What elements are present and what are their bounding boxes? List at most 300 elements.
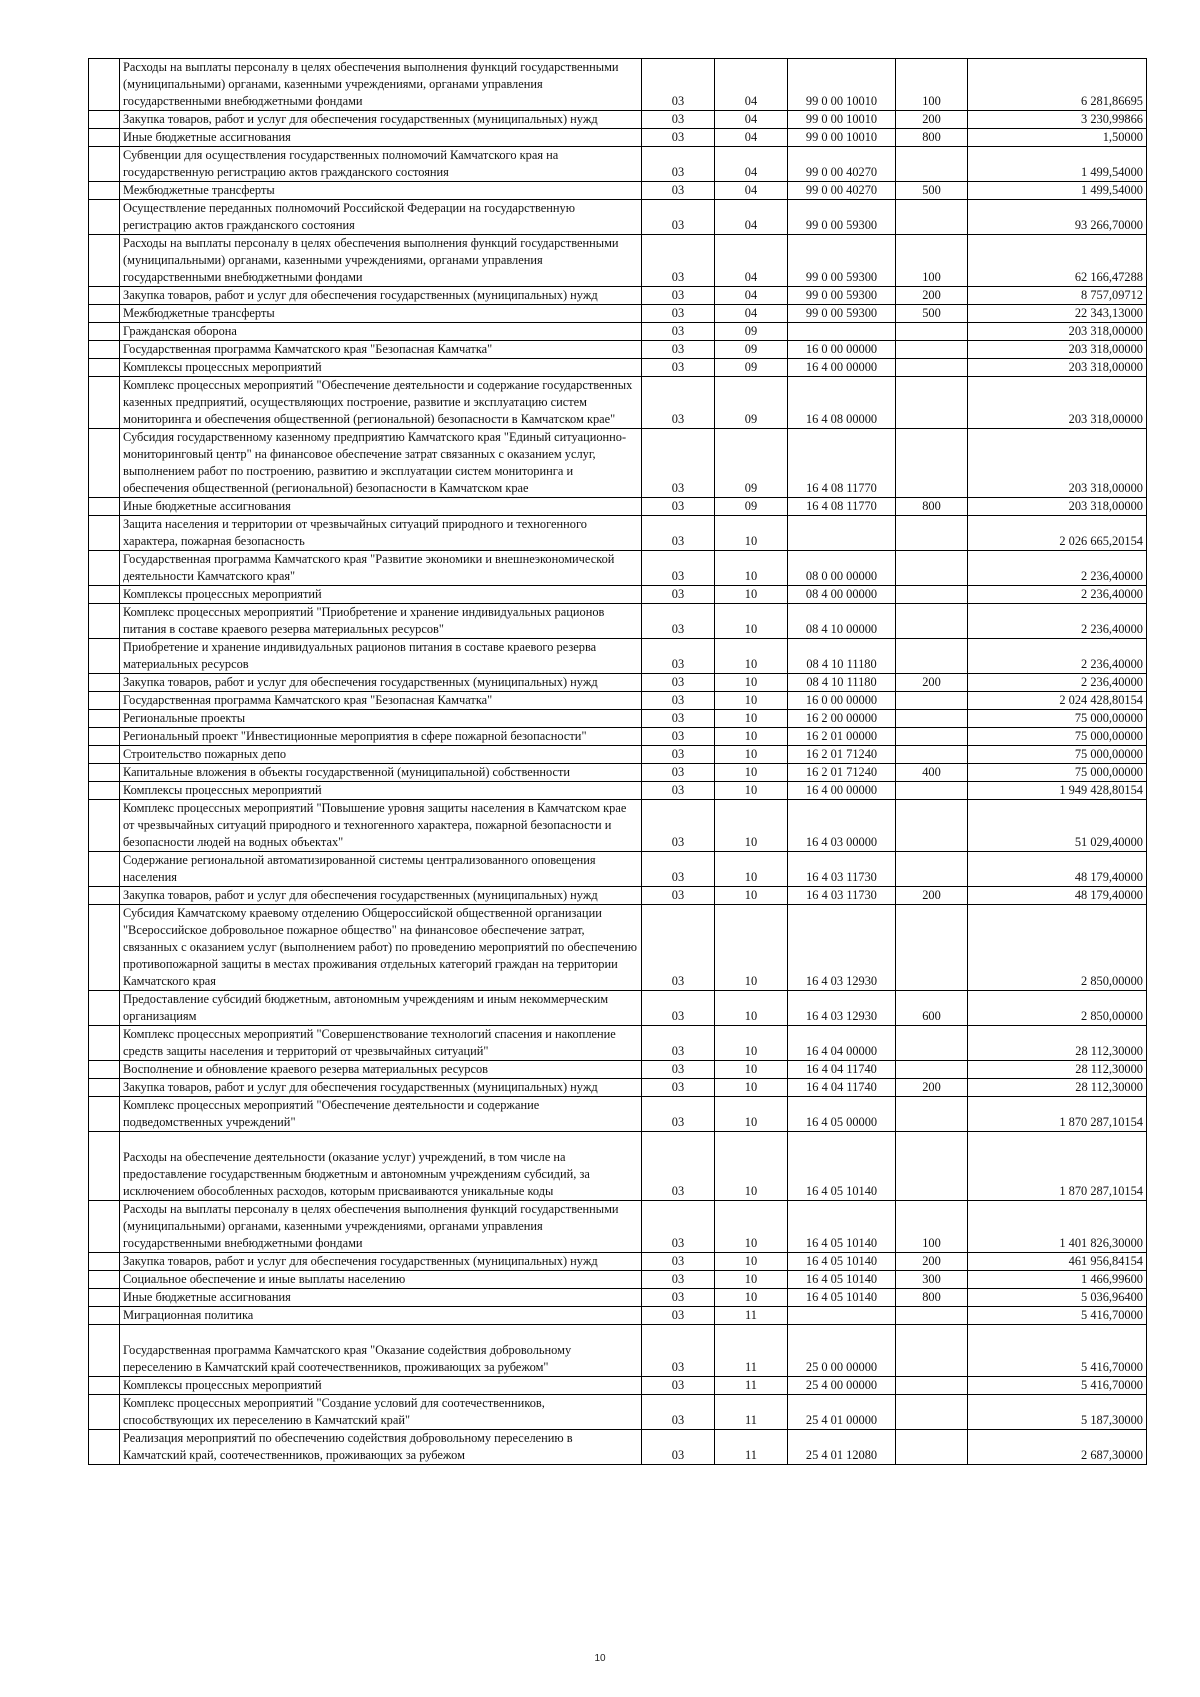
section-code-cell: 03 — [642, 1253, 715, 1271]
item-name-cell: Расходы на выплаты персоналу в целях обеспечения выполнения функций государственными (муниципальными) органами, казенными учреждениями, органами управления государственными внебюджетными фондами — [120, 59, 642, 111]
table-row — [89, 1097, 1147, 1132]
expense-type-cell — [896, 147, 968, 182]
amount-cell: 75 000,00000 — [968, 728, 1147, 746]
expense-type-cell — [896, 800, 968, 852]
amount-cell: 5 187,30000 — [968, 1395, 1147, 1430]
expense-type-cell: 200 — [896, 111, 968, 129]
table-row — [89, 323, 1147, 341]
target-article-cell: 16 4 03 12930 — [788, 991, 896, 1026]
amount-cell: 75 000,00000 — [968, 710, 1147, 728]
subsection-code-cell: 10 — [715, 710, 788, 728]
expense-type-cell — [896, 1026, 968, 1061]
amount-cell: 28 112,30000 — [968, 1079, 1147, 1097]
item-name-cell: Субсидия государственному казенному предприятию Камчатского края "Единый ситуационно-мониторинговый центр" на финансовое обеспечение затрат связанных с оказанием услуг, выполнением работ по построению, развитию и эксплуатации систем мониторинга и обеспечения общественной (региональной) безопасности в Камчатском крае — [120, 429, 642, 498]
amount-cell: 93 266,70000 — [968, 200, 1147, 235]
item-name-cell: Комплекс процессных мероприятий "Повышение уровня защиты населения в Камчатском крае от чрезвычайных ситуаций природного и техногенного характера, пожарной безопасности и безопасности людей на водных объектах" — [120, 800, 642, 852]
amount-cell: 1 466,99600 — [968, 1271, 1147, 1289]
section-code-cell: 03 — [642, 1132, 715, 1201]
index-cell — [89, 429, 120, 498]
index-cell — [89, 782, 120, 800]
section-code-cell: 03 — [642, 1395, 715, 1430]
target-article-cell: 08 4 10 00000 — [788, 604, 896, 639]
section-code-cell: 03 — [642, 498, 715, 516]
amount-cell: 22 343,13000 — [968, 305, 1147, 323]
section-code-cell: 03 — [642, 1026, 715, 1061]
amount-cell: 6 281,86695 — [968, 59, 1147, 111]
target-article-cell: 99 0 00 10010 — [788, 129, 896, 147]
table-row — [89, 639, 1147, 674]
table-row — [89, 1271, 1147, 1289]
subsection-code-cell: 10 — [715, 551, 788, 586]
subsection-code-cell: 09 — [715, 323, 788, 341]
target-article-cell: 99 0 00 59300 — [788, 287, 896, 305]
item-name-cell: Реализация мероприятий по обеспечению содействия добровольному переселению в Камчатский край, соотечественников, проживающих за рубежом — [120, 1430, 642, 1465]
amount-cell: 2 024 428,80154 — [968, 692, 1147, 710]
index-cell — [89, 764, 120, 782]
subsection-code-cell: 10 — [715, 764, 788, 782]
section-code-cell: 03 — [642, 710, 715, 728]
expense-type-cell — [896, 710, 968, 728]
table-row — [89, 887, 1147, 905]
section-code-cell: 03 — [642, 991, 715, 1026]
target-article-cell: 16 2 01 71240 — [788, 746, 896, 764]
table-row — [89, 1253, 1147, 1271]
target-article-cell: 99 0 00 40270 — [788, 182, 896, 200]
subsection-code-cell: 10 — [715, 604, 788, 639]
expense-type-cell — [896, 429, 968, 498]
amount-cell: 5 416,70000 — [968, 1325, 1147, 1377]
amount-cell: 2 687,30000 — [968, 1430, 1147, 1465]
section-code-cell: 03 — [642, 887, 715, 905]
index-cell — [89, 305, 120, 323]
section-code-cell: 03 — [642, 1201, 715, 1253]
amount-cell: 1 870 287,10154 — [968, 1097, 1147, 1132]
subsection-code-cell: 04 — [715, 235, 788, 287]
subsection-code-cell: 10 — [715, 1079, 788, 1097]
expense-type-cell — [896, 1307, 968, 1325]
table-row — [89, 1395, 1147, 1430]
table-row — [89, 235, 1147, 287]
table-row — [89, 147, 1147, 182]
index-cell — [89, 551, 120, 586]
table-row — [89, 1061, 1147, 1079]
amount-cell: 1 949 428,80154 — [968, 782, 1147, 800]
table-row — [89, 728, 1147, 746]
table-row — [89, 782, 1147, 800]
section-code-cell: 03 — [642, 359, 715, 377]
item-name-cell: Комплекс процессных мероприятий "Обеспечение деятельности и содержание подведомственных учреждений" — [120, 1097, 642, 1132]
expense-type-cell — [896, 746, 968, 764]
expense-type-cell: 200 — [896, 1079, 968, 1097]
subsection-code-cell: 10 — [715, 991, 788, 1026]
table-row — [89, 1377, 1147, 1395]
target-article-cell: 25 4 00 00000 — [788, 1377, 896, 1395]
target-article-cell: 16 4 03 00000 — [788, 800, 896, 852]
item-name-cell: Государственная программа Камчатского края "Безопасная Камчатка" — [120, 341, 642, 359]
index-cell — [89, 604, 120, 639]
index-cell — [89, 129, 120, 147]
expense-type-cell — [896, 551, 968, 586]
target-article-cell: 16 4 08 11770 — [788, 429, 896, 498]
subsection-code-cell: 04 — [715, 147, 788, 182]
expense-type-cell — [896, 1061, 968, 1079]
expense-type-cell: 800 — [896, 498, 968, 516]
table-row — [89, 674, 1147, 692]
table-row — [89, 429, 1147, 498]
index-cell — [89, 1271, 120, 1289]
expense-type-cell — [896, 200, 968, 235]
expense-type-cell — [896, 586, 968, 604]
amount-cell: 203 318,00000 — [968, 341, 1147, 359]
amount-cell: 2 236,40000 — [968, 674, 1147, 692]
index-cell — [89, 905, 120, 991]
table-row — [89, 586, 1147, 604]
section-code-cell: 03 — [642, 147, 715, 182]
section-code-cell: 03 — [642, 800, 715, 852]
table-row — [89, 377, 1147, 429]
table-row — [89, 800, 1147, 852]
target-article-cell: 25 4 01 00000 — [788, 1395, 896, 1430]
expense-type-cell — [896, 852, 968, 887]
subsection-code-cell: 10 — [715, 1289, 788, 1307]
amount-cell: 203 318,00000 — [968, 377, 1147, 429]
section-code-cell: 03 — [642, 323, 715, 341]
amount-cell: 2 236,40000 — [968, 586, 1147, 604]
section-code-cell: 03 — [642, 728, 715, 746]
index-cell — [89, 710, 120, 728]
index-cell — [89, 498, 120, 516]
amount-cell: 2 850,00000 — [968, 991, 1147, 1026]
index-cell — [89, 639, 120, 674]
expense-type-cell — [896, 905, 968, 991]
subsection-code-cell: 10 — [715, 1026, 788, 1061]
expense-type-cell — [896, 1395, 968, 1430]
amount-cell: 2 236,40000 — [968, 551, 1147, 586]
item-name-cell: Комплексы процессных мероприятий — [120, 359, 642, 377]
table-row — [89, 341, 1147, 359]
amount-cell: 28 112,30000 — [968, 1061, 1147, 1079]
index-cell — [89, 1061, 120, 1079]
table-row — [89, 1325, 1147, 1377]
target-article-cell: 08 4 00 00000 — [788, 586, 896, 604]
table-row — [89, 1132, 1147, 1201]
subsection-code-cell: 11 — [715, 1430, 788, 1465]
item-name-cell: Субвенции для осуществления государственных полномочий Камчатского края на государственную регистрацию актов гражданского состояния — [120, 147, 642, 182]
amount-cell: 8 757,09712 — [968, 287, 1147, 305]
index-cell — [89, 800, 120, 852]
item-name-cell: Комплекс процессных мероприятий "Обеспечение деятельности и содержание государственных казенных предприятий, осуществляющих построение, развитие и эксплуатацию систем мониторинга и обеспечения общественной (региональной) безопасности в Камчатском крае" — [120, 377, 642, 429]
item-name-cell: Капитальные вложения в объекты государственной (муниципальной) собственности — [120, 764, 642, 782]
index-cell — [89, 59, 120, 111]
subsection-code-cell: 10 — [715, 674, 788, 692]
budget-table — [88, 58, 1147, 1465]
target-article-cell: 25 4 01 12080 — [788, 1430, 896, 1465]
subsection-code-cell: 11 — [715, 1325, 788, 1377]
table-row — [89, 287, 1147, 305]
subsection-code-cell: 10 — [715, 1201, 788, 1253]
expense-type-cell: 300 — [896, 1271, 968, 1289]
item-name-cell: Иные бюджетные ассигнования — [120, 498, 642, 516]
section-code-cell: 03 — [642, 59, 715, 111]
expense-type-cell — [896, 1430, 968, 1465]
target-article-cell: 16 4 03 11730 — [788, 852, 896, 887]
amount-cell: 203 318,00000 — [968, 359, 1147, 377]
item-name-cell: Осуществление переданных полномочий Российской Федерации на государственную регистрацию актов гражданского состояния — [120, 200, 642, 235]
expense-type-cell — [896, 1377, 968, 1395]
target-article-cell: 99 0 00 59300 — [788, 235, 896, 287]
target-article-cell: 16 4 03 12930 — [788, 905, 896, 991]
section-code-cell: 03 — [642, 1377, 715, 1395]
item-name-cell: Строительство пожарных депо — [120, 746, 642, 764]
amount-cell: 2 236,40000 — [968, 604, 1147, 639]
subsection-code-cell: 10 — [715, 905, 788, 991]
index-cell — [89, 586, 120, 604]
index-cell — [89, 1325, 120, 1377]
table-row — [89, 129, 1147, 147]
target-article-cell: 25 0 00 00000 — [788, 1325, 896, 1377]
item-name-cell: Закупка товаров, работ и услуг для обеспечения государственных (муниципальных) нужд — [120, 1079, 642, 1097]
table-row — [89, 991, 1147, 1026]
amount-cell: 3 230,99866 — [968, 111, 1147, 129]
index-cell — [89, 1307, 120, 1325]
table-row — [89, 1289, 1147, 1307]
subsection-code-cell: 09 — [715, 359, 788, 377]
item-name-cell: Социальное обеспечение и иные выплаты населению — [120, 1271, 642, 1289]
table-row — [89, 746, 1147, 764]
item-name-cell: Комплекс процессных мероприятий "Создание условий для соотечественников, способствующих их переселению в Камчатский край" — [120, 1395, 642, 1430]
index-cell — [89, 1430, 120, 1465]
expense-type-cell: 800 — [896, 129, 968, 147]
amount-cell: 75 000,00000 — [968, 764, 1147, 782]
target-article-cell: 16 0 00 00000 — [788, 692, 896, 710]
amount-cell: 62 166,47288 — [968, 235, 1147, 287]
target-article-cell: 16 4 05 00000 — [788, 1097, 896, 1132]
item-name-cell: Закупка товаров, работ и услуг для обеспечения государственных (муниципальных) нужд — [120, 887, 642, 905]
subsection-code-cell: 09 — [715, 377, 788, 429]
item-name-cell: Расходы на обеспечение деятельности (оказание услуг) учреждений, в том числе на предоставление государственным бюджетным и автономным учреждениям субсидий, за исключением обособленных расходов, которым присваиваются уникальные коды — [120, 1132, 642, 1201]
subsection-code-cell: 10 — [715, 887, 788, 905]
subsection-code-cell: 04 — [715, 129, 788, 147]
section-code-cell: 03 — [642, 200, 715, 235]
index-cell — [89, 182, 120, 200]
section-code-cell: 03 — [642, 692, 715, 710]
expense-type-cell: 200 — [896, 887, 968, 905]
expense-type-cell: 800 — [896, 1289, 968, 1307]
table-row — [89, 182, 1147, 200]
item-name-cell: Межбюджетные трансферты — [120, 305, 642, 323]
expense-type-cell — [896, 323, 968, 341]
subsection-code-cell: 09 — [715, 429, 788, 498]
subsection-code-cell: 10 — [715, 639, 788, 674]
item-name-cell: Закупка товаров, работ и услуг для обеспечения государственных (муниципальных) нужд — [120, 287, 642, 305]
item-name-cell: Региональный проект "Инвестиционные мероприятия в сфере пожарной безопасности" — [120, 728, 642, 746]
item-name-cell: Восполнение и обновление краевого резерва материальных ресурсов — [120, 1061, 642, 1079]
section-code-cell: 03 — [642, 235, 715, 287]
amount-cell: 48 179,40000 — [968, 887, 1147, 905]
target-article-cell: 16 4 00 00000 — [788, 359, 896, 377]
target-article-cell: 99 0 00 10010 — [788, 59, 896, 111]
subsection-code-cell: 04 — [715, 182, 788, 200]
section-code-cell: 03 — [642, 1271, 715, 1289]
subsection-code-cell: 10 — [715, 516, 788, 551]
table-row — [89, 1307, 1147, 1325]
item-name-cell: Расходы на выплаты персоналу в целях обеспечения выполнения функций государственными (муниципальными) органами, казенными учреждениями, органами управления государственными внебюджетными фондами — [120, 1201, 642, 1253]
table-body — [89, 59, 1147, 1465]
item-name-cell: Миграционная политика — [120, 1307, 642, 1325]
subsection-code-cell: 04 — [715, 305, 788, 323]
target-article-cell — [788, 1307, 896, 1325]
table-row — [89, 764, 1147, 782]
index-cell — [89, 147, 120, 182]
table-row — [89, 498, 1147, 516]
index-cell — [89, 359, 120, 377]
section-code-cell: 03 — [642, 341, 715, 359]
subsection-code-cell: 10 — [715, 692, 788, 710]
amount-cell: 1 401 826,30000 — [968, 1201, 1147, 1253]
expense-type-cell — [896, 604, 968, 639]
section-code-cell: 03 — [642, 1430, 715, 1465]
expense-type-cell: 100 — [896, 235, 968, 287]
target-article-cell: 16 4 08 11770 — [788, 498, 896, 516]
target-article-cell: 16 2 00 00000 — [788, 710, 896, 728]
expense-type-cell: 100 — [896, 59, 968, 111]
index-cell — [89, 991, 120, 1026]
expense-type-cell — [896, 1097, 968, 1132]
section-code-cell: 03 — [642, 604, 715, 639]
expense-type-cell: 600 — [896, 991, 968, 1026]
target-article-cell: 16 2 01 71240 — [788, 764, 896, 782]
subsection-code-cell: 10 — [715, 1097, 788, 1132]
section-code-cell: 03 — [642, 905, 715, 991]
table-row — [89, 905, 1147, 991]
item-name-cell: Защита населения и территории от чрезвычайных ситуаций природного и техногенного характера, пожарная безопасность — [120, 516, 642, 551]
index-cell — [89, 728, 120, 746]
amount-cell: 48 179,40000 — [968, 852, 1147, 887]
item-name-cell: Закупка товаров, работ и услуг для обеспечения государственных (муниципальных) нужд — [120, 111, 642, 129]
expense-type-cell — [896, 377, 968, 429]
target-article-cell: 16 4 05 10140 — [788, 1132, 896, 1201]
target-article-cell: 16 4 00 00000 — [788, 782, 896, 800]
section-code-cell: 03 — [642, 1061, 715, 1079]
target-article-cell — [788, 516, 896, 551]
item-name-cell: Комплексы процессных мероприятий — [120, 1377, 642, 1395]
index-cell — [89, 692, 120, 710]
index-cell — [89, 1201, 120, 1253]
section-code-cell: 03 — [642, 764, 715, 782]
index-cell — [89, 674, 120, 692]
item-name-cell: Комплекс процессных мероприятий "Совершенствование технологий спасения и накопление средств защиты населения и территорий от чрезвычайных ситуаций" — [120, 1026, 642, 1061]
expense-type-cell: 200 — [896, 1253, 968, 1271]
item-name-cell: Государственная программа Камчатского края "Оказание содействия добровольному переселению в Камчатский край соотечественников, проживающих за рубежом" — [120, 1325, 642, 1377]
section-code-cell: 03 — [642, 551, 715, 586]
amount-cell: 1 499,54000 — [968, 182, 1147, 200]
amount-cell: 51 029,40000 — [968, 800, 1147, 852]
section-code-cell: 03 — [642, 1079, 715, 1097]
item-name-cell: Гражданская оборона — [120, 323, 642, 341]
subsection-code-cell: 10 — [715, 852, 788, 887]
section-code-cell: 03 — [642, 429, 715, 498]
subsection-code-cell: 09 — [715, 498, 788, 516]
index-cell — [89, 287, 120, 305]
amount-cell: 2 850,00000 — [968, 905, 1147, 991]
expense-type-cell — [896, 1325, 968, 1377]
item-name-cell: Межбюджетные трансферты — [120, 182, 642, 200]
expense-type-cell — [896, 1132, 968, 1201]
section-code-cell: 03 — [642, 586, 715, 604]
index-cell — [89, 852, 120, 887]
section-code-cell: 03 — [642, 287, 715, 305]
item-name-cell: Региональные проекты — [120, 710, 642, 728]
item-name-cell: Закупка товаров, работ и услуг для обеспечения государственных (муниципальных) нужд — [120, 1253, 642, 1271]
item-name-cell: Иные бюджетные ассигнования — [120, 129, 642, 147]
subsection-code-cell: 04 — [715, 111, 788, 129]
item-name-cell: Комплексы процессных мероприятий — [120, 782, 642, 800]
section-code-cell: 03 — [642, 852, 715, 887]
table-row — [89, 604, 1147, 639]
section-code-cell: 03 — [642, 1289, 715, 1307]
index-cell — [89, 1079, 120, 1097]
expense-type-cell: 400 — [896, 764, 968, 782]
expense-type-cell: 500 — [896, 305, 968, 323]
item-name-cell: Приобретение и хранение индивидуальных рационов питания в составе краевого резерва материальных ресурсов — [120, 639, 642, 674]
table-row — [89, 692, 1147, 710]
subsection-code-cell: 10 — [715, 1271, 788, 1289]
index-cell — [89, 200, 120, 235]
section-code-cell: 03 — [642, 746, 715, 764]
amount-cell: 203 318,00000 — [968, 429, 1147, 498]
index-cell — [89, 887, 120, 905]
item-name-cell: Государственная программа Камчатского края "Безопасная Камчатка" — [120, 692, 642, 710]
target-article-cell: 16 4 08 00000 — [788, 377, 896, 429]
target-article-cell — [788, 323, 896, 341]
section-code-cell: 03 — [642, 111, 715, 129]
subsection-code-cell: 10 — [715, 728, 788, 746]
target-article-cell: 16 4 03 11730 — [788, 887, 896, 905]
table-row — [89, 59, 1147, 111]
table-row — [89, 516, 1147, 551]
expense-type-cell — [896, 341, 968, 359]
target-article-cell: 16 4 04 11740 — [788, 1061, 896, 1079]
amount-cell: 75 000,00000 — [968, 746, 1147, 764]
item-name-cell: Содержание региональной автоматизированной системы централизованного оповещения населения — [120, 852, 642, 887]
target-article-cell: 16 4 05 10140 — [788, 1271, 896, 1289]
target-article-cell: 16 4 05 10140 — [788, 1289, 896, 1307]
subsection-code-cell: 04 — [715, 59, 788, 111]
index-cell — [89, 1289, 120, 1307]
amount-cell: 2 236,40000 — [968, 639, 1147, 674]
section-code-cell: 03 — [642, 674, 715, 692]
index-cell — [89, 341, 120, 359]
item-name-cell: Расходы на выплаты персоналу в целях обеспечения выполнения функций государственными (муниципальными) органами, казенными учреждениями, органами управления государственными внебюджетными фондами — [120, 235, 642, 287]
target-article-cell: 16 4 04 00000 — [788, 1026, 896, 1061]
expense-type-cell — [896, 639, 968, 674]
section-code-cell: 03 — [642, 1097, 715, 1132]
item-name-cell: Государственная программа Камчатского края "Развитие экономики и внешнеэкономической деятельности Камчатского края" — [120, 551, 642, 586]
subsection-code-cell: 09 — [715, 341, 788, 359]
amount-cell: 2 026 665,20154 — [968, 516, 1147, 551]
index-cell — [89, 377, 120, 429]
index-cell — [89, 1026, 120, 1061]
section-code-cell: 03 — [642, 305, 715, 323]
index-cell — [89, 323, 120, 341]
section-code-cell: 03 — [642, 377, 715, 429]
expense-type-cell: 200 — [896, 287, 968, 305]
section-code-cell: 03 — [642, 782, 715, 800]
amount-cell: 5 416,70000 — [968, 1377, 1147, 1395]
table-row — [89, 111, 1147, 129]
expense-type-cell — [896, 359, 968, 377]
subsection-code-cell: 11 — [715, 1377, 788, 1395]
